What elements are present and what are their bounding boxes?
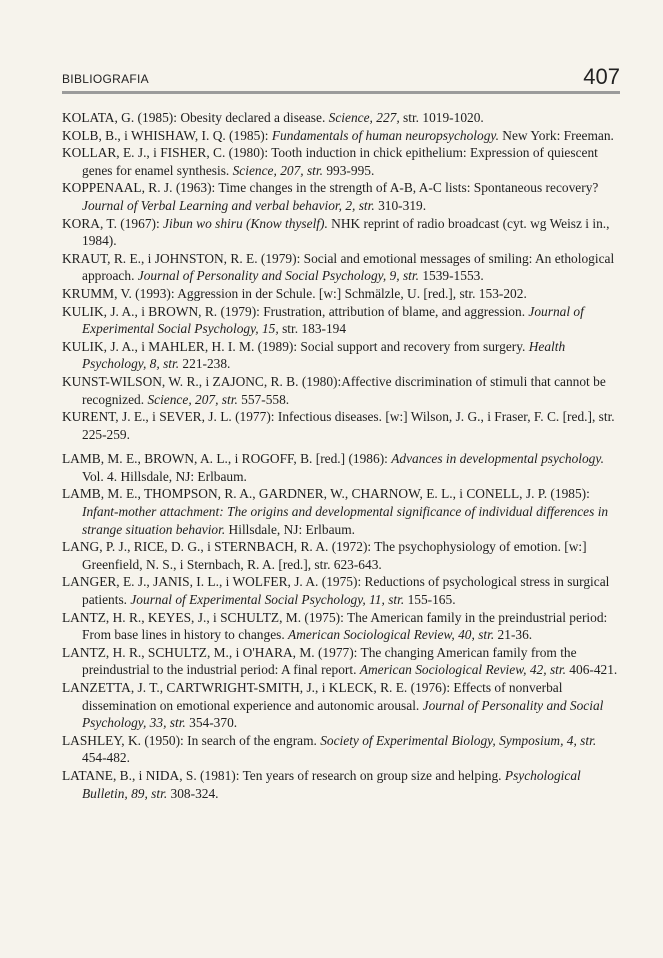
bibliography-list (62, 109, 622, 802)
bibliography-entry: LAMB, M. E., THOMPSON, R. A., GARDNER, W., CHARNOW, E. L., i CONELL, J. P. (1985): Infant-mother attachment: The origins and developmental significance of individual differences in strange situation behavior. Hillsdale, NJ: Erlbaum. (62, 486, 609, 537)
bibliography-entry: KRAUT, R. E., i JOHNSTON, R. E. (1979): Social and emotional messages of smiling: An ethological approach. Journal of Personality and Social Psychology, 9, str. 1539-1553. (62, 250, 615, 284)
bibliography-entry: KUNST-WILSON, W. R., i ZAJONC, R. B. (1980):Affective discrimination of stimuli that cannot be recognized. Science, 207, str. 557-558. (62, 373, 606, 407)
bibliography-entry: LANGER, E. J., JANIS, I. L., i WOLFER, J. A. (1975): Reductions of psychological stress in surgical patients. Journal of Experimental Social Psychology, 11, str. 155-165. (62, 574, 610, 608)
bibliography-entry: KULIK, J. A., i BROWN, R. (1979): Frustration, attribution of blame, and aggression. Journal of Experimental Social Psychology, 15, str. 183-194 (62, 303, 584, 337)
page-number: 407 (583, 64, 620, 89)
bibliography-entry: KRUMM, V. (1993): Aggression in der Schule. [w:] Schmälzle, U. [red.], str. 153-202. (62, 285, 527, 301)
bibliography-entry: KOLLAR, E. J., i FISHER, C. (1980): Tooth induction in chick epithelium: Expression of quiescent genes for enamel synthesis. Science, 207, str. 993-995. (62, 145, 598, 178)
bibliography-entry: KORA, T. (1967): Jibun wo shiru (Know thyself). NHK reprint of radio broadcast (cyt. wg Weisz i in., 1984). (62, 215, 610, 249)
bibliography-entry: KOLATA, G. (1985): Obesity declared a disease. Science, 227, str. 1019-1020. (62, 110, 484, 125)
bibliography-entry: LANTZ, H. R., KEYES, J., i SCHULTZ, M. (1975): The American family in the preindustrial period: From base lines in history to changes. American Sociological Review, 40, str. 21-36. (62, 609, 608, 643)
bibliography-entry: LAMB, M. E., BROWN, A. L., i ROGOFF, B. [red.] (1986): Advances in developmental psychology. Vol. 4. Hillsdale, NJ: Erlbaum. (62, 451, 604, 484)
bibliography-entry: KURENT, J. E., i SEVER, J. L. (1977): Infectious diseases. [w:] Wilson, J. G., i Fraser, F. C. [red.], str. 225-259. (62, 409, 615, 442)
bibliography-entry: LANTZ, H. R., SCHULTZ, M., i O'HARA, M. (1977): The changing American family from the preindustrial to the industrial period: A final report. American Sociological Review, 42, str. 406-421. (62, 644, 618, 678)
bibliography-entry: LASHLEY, K. (1950): In search of the engram. Society of Experimental Biology, Symposium, 4, str. 454-482. (62, 732, 597, 766)
header-rule (62, 91, 620, 94)
bibliography-entry: KULIK, J. A., i MAHLER, H. I. M. (1989): Social support and recovery from surgery. Health Psychology, 8, str. 221-238. (62, 338, 566, 372)
bibliography-entry: LANZETTA, J. T., CARTWRIGHT-SMITH, J., i KLECK, R. E. (1976): Effects of nonverbal dissemination on emotional experience and autonomic arousal. Journal of Personality and Social Psychology, 33, str. 354-370. (62, 680, 604, 731)
page-header (62, 60, 620, 94)
bibliography-entry: KOLB, B., i WHISHAW, I. Q. (1985): Fundamentals of human neuropsychology. New York: Freeman. (62, 127, 614, 143)
bibliography-entry: LANG, P. J., RICE, D. G., i STERNBACH, R. A. (1972): The psychophysiology of emotion. [w:] Greenfield, N. S., i Sternbach, R. A. [red.], str. 623-643. (62, 539, 587, 572)
running-head: BIBLIOGRAFIA (62, 72, 149, 86)
bibliography-entry: LATANE, B., i NIDA, S. (1981): Ten years of research on group size and helping. Psychological Bulletin, 89, str. 308-324. (62, 767, 581, 801)
bibliography-entry: KOPPENAAL, R. J. (1963): Time changes in the strength of A-B, A-C lists: Spontaneous recovery? Journal of Verbal Learning and verbal behavior, 2, str. 310-319. (62, 180, 599, 213)
